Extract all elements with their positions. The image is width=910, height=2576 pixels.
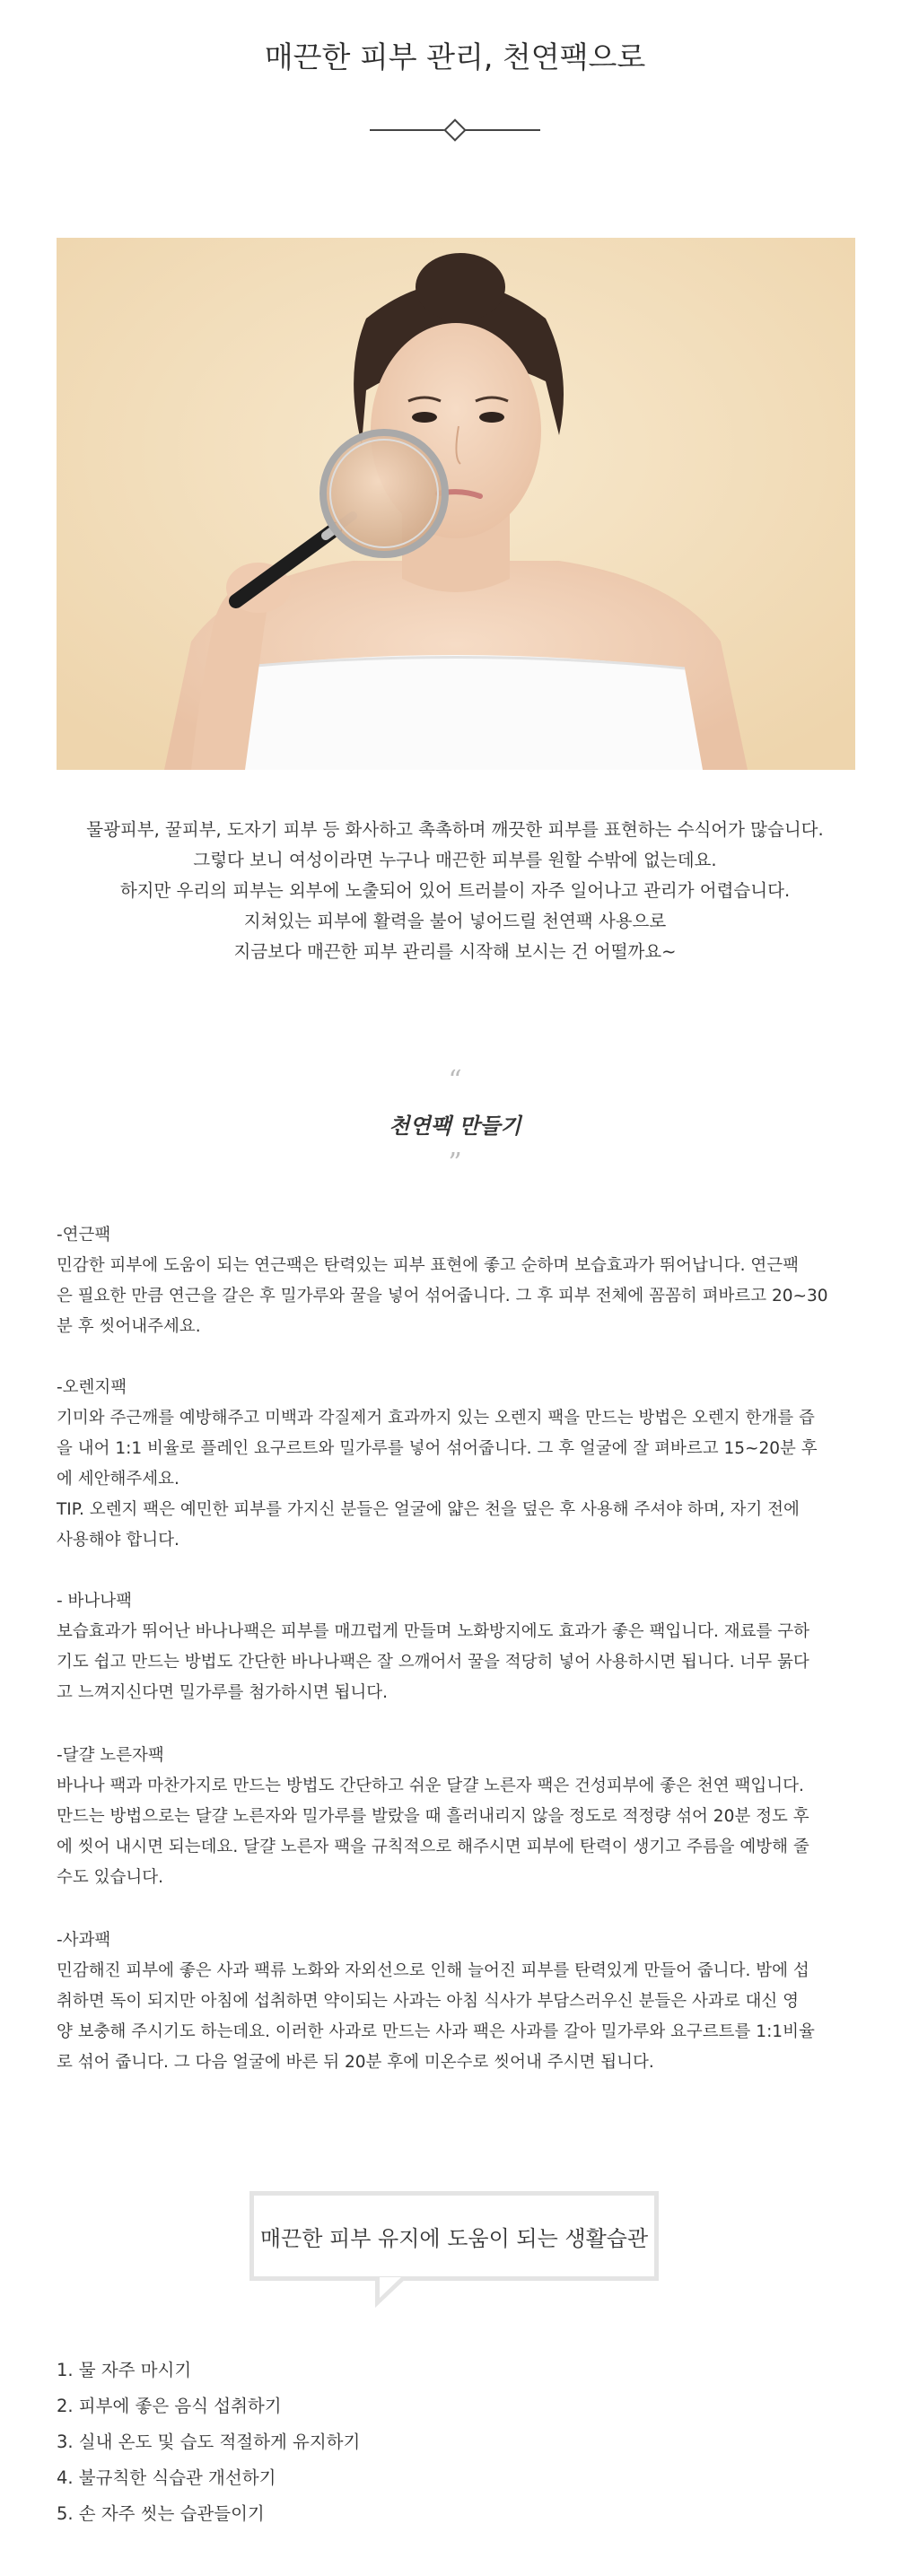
page-title: 매끈한 피부 관리, 천연팩으로: [264, 39, 646, 74]
pack-egg-yolk: [57, 1741, 853, 1893]
speech-bubble: [249, 2191, 659, 2281]
pack-line: 보습효과가 뛰어난 바나나팩은 피부를 매끄럽게 만들며 노화방지에도 효과가 좋은 팩입니다. 재료를 구하: [57, 1622, 810, 1641]
habits-list: [57, 2353, 853, 2532]
intro-line: 하지만 우리의 피부는 외부에 노출되어 있어 트러블이 자주 일어나고 관리가 어렵습니다.: [119, 880, 791, 901]
list-item: 4. 불규칙한 식습관 개선하기: [57, 2467, 276, 2488]
open-quote-icon: “: [448, 1065, 462, 1096]
pack-line: 수도 있습니다.: [57, 1868, 163, 1887]
pack-title: -사과팩: [57, 1931, 111, 1950]
pack-line: 만드는 방법으로는 달걀 노른자와 밀가루를 발랐을 때 흘러내리지 않을 정도로 적정량 섞어 20분 정도 후: [57, 1807, 809, 1826]
pack-line: 에 씻어 내시면 되는데요. 달걀 노른자 팩을 규칙적으로 해주시면 피부에 탄력이 생기고 주름을 예방해 줄: [57, 1838, 809, 1856]
habits-heading: 매끈한 피부 유지에 도움이 되는 생활습관: [259, 2225, 649, 2251]
list-item: 5. 손 자주 씻는 습관들이기: [57, 2503, 265, 2524]
close-quote-icon: ”: [448, 1148, 462, 1179]
pack-title: -오렌지팩: [57, 1378, 127, 1397]
title-divider: [370, 121, 540, 139]
intro-line: 물광피부, 꿀피부, 도자기 피부 등 화사하고 촉촉하며 깨끗한 피부를 표현하는 수식어가 많습니다.: [86, 819, 824, 840]
pack-line: 분 후 씻어내주세요.: [57, 1317, 201, 1336]
pack-line: 양 보충해 주시기도 하는데요. 이러한 사과로 만드는 사과 팩은 사과를 갈아 밀가루와 요구르트를 1:1비율: [57, 2022, 815, 2041]
pack-line: 에 세안해주세요.: [57, 1470, 179, 1489]
pack-line: 을 내어 1:1 비율로 플레인 요구르트와 밀가루를 넣어 섞어줍니다. 그 후 얼굴에 잘 펴바르고 15~20분 후: [57, 1439, 818, 1458]
pack-line: 취하면 독이 되지만 아침에 섭취하면 약이되는 사과는 아침 식사가 부담스러우신 분들은 사과로 대신 영: [57, 1992, 800, 2011]
pack-title: -연근팩: [57, 1226, 111, 1244]
diamond-icon: [443, 118, 466, 141]
pack-line: 민감해진 피부에 좋은 사과 팩류 노화와 자외선으로 인해 늘어진 피부를 탄력있게 만들어 줍니다. 밤에 섭: [57, 1961, 809, 1980]
list-item: 2. 피부에 좋은 음식 섭취하기: [57, 2396, 282, 2416]
pack-line: 로 섞어 줍니다. 그 다음 얼굴에 바른 뒤 20분 후에 미온수로 씻어내 주시면 됩니다.: [57, 2053, 654, 2072]
pack-title: -달걀 노른자팩: [57, 1746, 164, 1765]
pack-lotus-root: [57, 1220, 853, 1342]
pack-title: - 바나나팩: [57, 1592, 133, 1611]
pack-banana: [57, 1586, 853, 1708]
intro-line: 지쳐있는 피부에 활력을 불어 넣어드릴 천연팩 사용으로: [243, 911, 667, 931]
pack-line: 고 느껴지신다면 밀가루를 첨가하시면 됩니다.: [57, 1683, 388, 1702]
list-item: 3. 실내 온도 및 습도 적절하게 유지하기: [57, 2432, 361, 2452]
pack-line: TIP. 오렌지 팩은 예민한 피부를 가지신 분들은 얼굴에 얇은 천을 덮은 후 사용해 주셔야 하며, 자기 전에: [57, 1500, 800, 1519]
pack-apple: [57, 1925, 853, 2078]
pack-line: 바나나 팩과 마찬가지로 만드는 방법도 간단하고 쉬운 달걀 노른자 팩은 건성피부에 좋은 천연 팩입니다.: [57, 1777, 804, 1795]
section-heading: 천연팩 만들기: [389, 1113, 521, 1139]
list-item: 1. 물 자주 마시기: [57, 2360, 192, 2380]
intro-text: [0, 815, 910, 967]
pack-line: 사용해야 합니다.: [57, 1531, 179, 1550]
intro-line: 그렇다 보니 여성이라면 누구나 매끈한 피부를 원할 수밖에 없는데요.: [193, 850, 717, 870]
intro-line: 지금보다 매끈한 피부 관리를 시작해 보시는 건 어떨까요~: [233, 941, 677, 962]
pack-line: 은 필요한 만큼 연근을 갈은 후 밀가루와 꿀을 넣어 섞어줍니다. 그 후 피부 전체에 꼼꼼히 펴바르고 20~30: [57, 1287, 828, 1305]
pack-orange: [57, 1373, 853, 1556]
pack-line: 기미와 주근깨를 예방해주고 미백과 각질제거 효과까지 있는 오렌지 팩을 만드는 방법은 오렌지 한개를 즙: [57, 1409, 815, 1428]
divider-line-left: [370, 129, 446, 131]
pack-line: 기도 쉽고 만드는 방법도 간단한 바나나팩은 잘 으깨어서 꿀을 적당히 넣어 사용하시면 됩니다. 너무 묽다: [57, 1653, 809, 1672]
hero-image: [57, 238, 855, 770]
magnifier-woman-photo-icon: [57, 238, 855, 770]
divider-line-right: [464, 129, 540, 131]
pack-line: 민감한 피부에 도움이 되는 연근팩은 탄력있는 피부 표현에 좋고 순하며 보습효과가 뛰어납니다. 연근팩: [57, 1256, 800, 1275]
tail-inner: [380, 2277, 401, 2298]
